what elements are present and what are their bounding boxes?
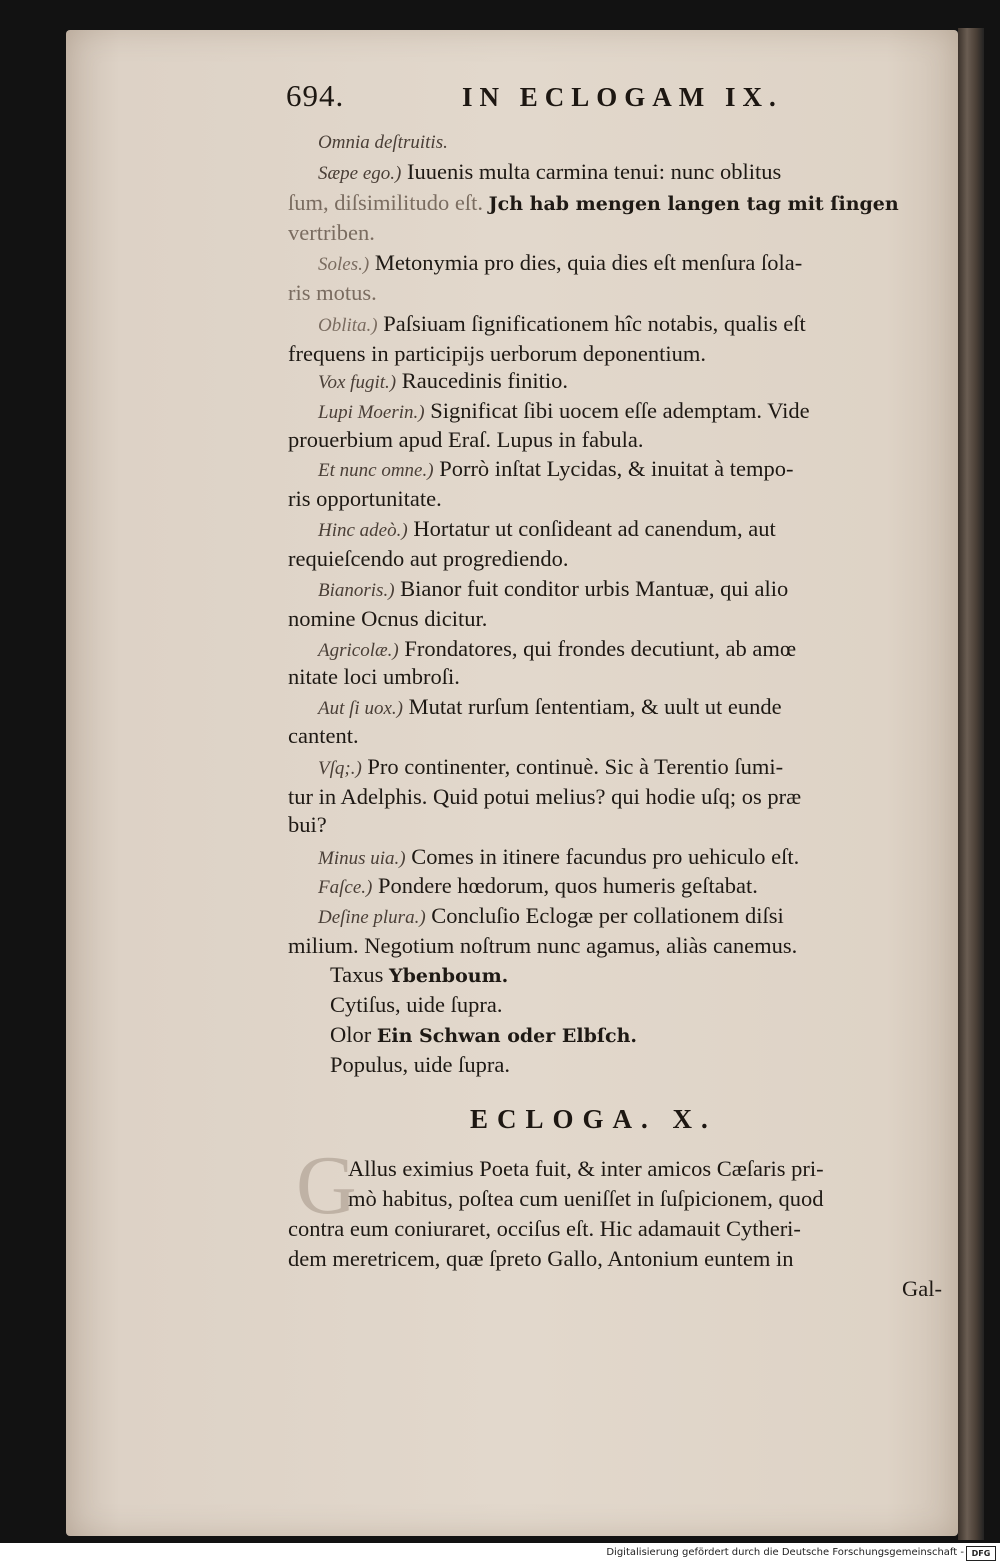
- commentary-line: [318, 692, 782, 724]
- ecloga-text: contra eum coniuraret, occiſus eſt. Hic adamauit Cytheri-: [288, 1216, 801, 1241]
- lemma: Bianoris.): [318, 580, 395, 601]
- commentary-text: Iuuenis multa carmina tenui: nunc oblitus: [407, 159, 782, 184]
- commentary-line: [288, 662, 460, 692]
- commentary-line: [288, 782, 801, 812]
- commentary-text: milium. Negotium noſtrum nunc agamus, aliàs canemus.: [288, 933, 798, 958]
- lemma: Deſine plura.): [318, 907, 426, 928]
- commentary-line: [288, 425, 644, 455]
- lemma: Vox fugit.): [318, 372, 397, 393]
- commentary-line: [318, 126, 448, 158]
- commentary-line: [318, 842, 799, 874]
- drop-cap-initial: G: [296, 1139, 357, 1232]
- commentary-text: requieſcendo aut progrediendo.: [288, 546, 569, 571]
- ecloga-line: [348, 1154, 824, 1184]
- ecloga-text: dem meretricem, quæ ſpreto Gallo, Antonium euntem in: [288, 1246, 794, 1271]
- ecloga-text: Allus eximius Poeta fuit, & inter amicos Cæſaris pri-: [348, 1156, 824, 1181]
- ecloga-text: mò habitus, poſtea cum ueniſſet in ſuſpicionem, quod: [348, 1186, 824, 1211]
- commentary-text: Metonymia pro dies, quia dies eſt menſura ſola-: [374, 250, 803, 275]
- commentary-text: ris motus.: [288, 280, 377, 305]
- glossary-latin: Olor: [330, 1022, 372, 1047]
- dfg-logo: DFG: [966, 1546, 996, 1561]
- commentary-line: [288, 278, 377, 308]
- lemma: Aut ſi uox.): [318, 698, 403, 719]
- commentary-text: Hortatur ut conſideant ad canendum, aut: [413, 516, 776, 541]
- commentary-line: [318, 396, 810, 428]
- commentary-line: [288, 604, 487, 634]
- lemma: Minus uia.): [318, 848, 406, 869]
- commentary-line: [288, 339, 706, 369]
- glossary-entry: [330, 990, 503, 1020]
- funding-notice: Digitalisierung gefördert durch die Deutsche Forschungsgemeinschaft -: [606, 1547, 964, 1558]
- commentary-text: Raucedinis finitio.: [401, 368, 568, 393]
- lemma: Sæpe ego.): [318, 163, 402, 184]
- commentary-line: [318, 248, 802, 280]
- lemma: Omnia deſtruitis.: [318, 132, 448, 153]
- lemma: Hinc adeò.): [318, 520, 408, 541]
- glossary-entry: [330, 960, 508, 991]
- commentary-text: Mutat rurſum ſententiam, & uult ut eunde: [408, 694, 782, 719]
- commentary-text: frequens in participijs uerborum deponentium.: [288, 341, 707, 366]
- commentary-text: vertriben.: [288, 220, 375, 245]
- commentary-text: cantent.: [288, 723, 359, 748]
- ecloga-line: [288, 1244, 794, 1274]
- commentary-line: [288, 188, 899, 219]
- commentary-line: [318, 901, 784, 933]
- page-number: 694.: [286, 78, 345, 113]
- commentary-text: Frondatores, qui frondes decutiunt, ab amœ: [404, 636, 797, 661]
- commentary-text: nitate loci umbroſi.: [288, 664, 460, 689]
- ecloga-line: [288, 1214, 801, 1244]
- catchword: Gal-: [902, 1276, 942, 1301]
- commentary-line: [288, 544, 569, 574]
- commentary-line: [318, 366, 568, 398]
- commentary-text: ſum, diſsimilitudo eſt.: [288, 190, 484, 215]
- commentary-text: Porrò inſtat Lycidas, & inuitat à tempo-: [439, 456, 794, 481]
- page-header: [286, 78, 846, 118]
- lemma: Agricolæ.): [318, 640, 399, 661]
- commentary-line: [288, 218, 375, 248]
- commentary-text: Pro continenter, continuè. Sic à Terentio ſumi-: [367, 754, 784, 779]
- commentary-text: nomine Ocnus dicitur.: [288, 606, 488, 631]
- commentary-line: [318, 514, 776, 546]
- german-gloss: Jch hab mengen langen tag mit ſingen: [488, 193, 899, 215]
- commentary-line: [288, 484, 442, 514]
- glossary-latin: Populus, uide ſupra.: [330, 1052, 510, 1077]
- commentary-text: ris opportunitate.: [288, 486, 442, 511]
- page-edge: [958, 28, 984, 1540]
- commentary-text: prouerbium apud Eraſ. Lupus in fabula.: [288, 427, 644, 452]
- commentary-line: [318, 871, 758, 903]
- glossary-entry: [330, 1020, 637, 1051]
- glossary-german: Ein Schwan oder Elbſch.: [376, 1025, 638, 1047]
- running-title: IN ECLOGAM IX.: [462, 82, 783, 112]
- glossary-latin: Cytiſus, uide ſupra.: [330, 992, 503, 1017]
- glossary-german: Ybenboum.: [389, 965, 509, 987]
- commentary-line: [288, 931, 797, 961]
- commentary-line: [318, 454, 794, 486]
- ecloga-line: [348, 1184, 824, 1214]
- lemma: Et nunc omne.): [318, 460, 434, 481]
- commentary-text: Bianor fuit conditor urbis Mantuæ, qui alio: [400, 576, 789, 601]
- commentary-text: Pondere hœdorum, quos humeris geſtabat.: [377, 873, 758, 898]
- commentary-line: [318, 574, 788, 606]
- commentary-line: [318, 752, 783, 784]
- lemma: Oblita.): [318, 315, 378, 336]
- ecloga-catchword: [902, 1274, 942, 1304]
- commentary-line: [288, 810, 327, 840]
- lemma: Lupi Moerin.): [318, 402, 425, 423]
- lemma: Vſq;.): [318, 758, 362, 779]
- commentary-text: Significat ſibi uocem eſſe ademptam. Vide: [430, 398, 810, 423]
- glossary-latin: Taxus: [330, 962, 384, 987]
- glossary-entry: [330, 1050, 510, 1080]
- commentary-text: Comes in itinere facundus pro uehiculo eſt.: [411, 844, 800, 869]
- lemma: Faſce.): [318, 877, 373, 898]
- commentary-line: [318, 309, 806, 341]
- ecloga-heading: ECLOGA. X.: [470, 1104, 717, 1134]
- lemma: Soles.): [318, 254, 370, 275]
- commentary-text: bui?: [288, 812, 327, 837]
- commentary-text: Paſsiuam ſignificationem hîc notabis, qualis eſt: [383, 311, 806, 336]
- commentary-text: Concluſio Eclogæ per collationem diſsi: [431, 903, 784, 928]
- commentary-line: [318, 157, 781, 189]
- commentary-text: tur in Adelphis. Quid potui melius? qui hodie uſq; os præ: [288, 784, 802, 809]
- commentary-line: [288, 721, 359, 751]
